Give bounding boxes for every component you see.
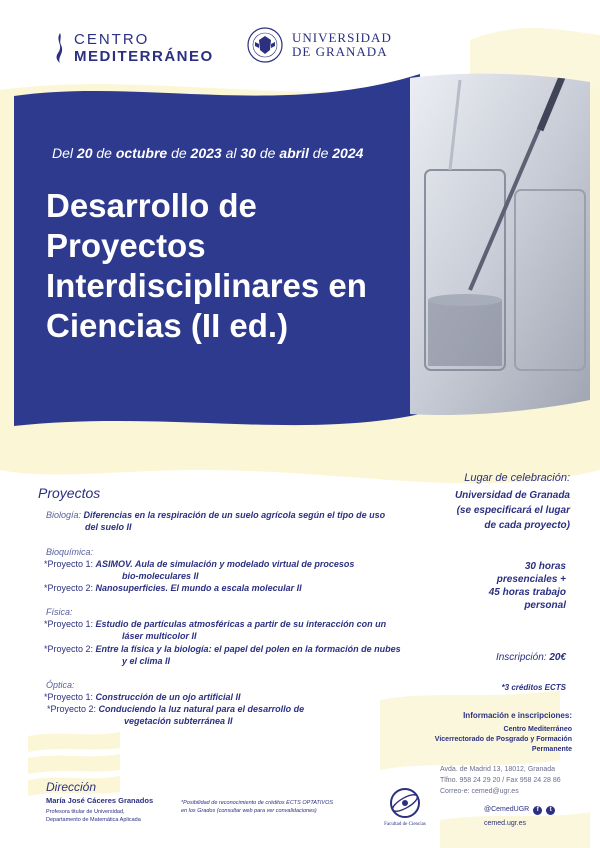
proyectos-heading: Proyectos (38, 485, 101, 501)
twitter-icon[interactable]: t (546, 806, 555, 815)
centro-line1: CENTRO (74, 31, 150, 48)
ugr-line1: UNIVERSIDAD (292, 30, 392, 46)
address: Avda. de Madrid 13, 18012, Granada (440, 766, 556, 773)
fis-p1-line2: láser multicolor II (122, 631, 197, 641)
opt-p1-line1: *Proyecto 1: Construcción de un ojo artificial II (44, 692, 241, 702)
bioq-p2-line1: *Proyecto 2: Nanosuperficies. El mundo a escala molecular II (44, 583, 302, 593)
fis-p1-line1: *Proyecto 1: Estudio de partículas atmosféricas a partir de su interacción con un (44, 619, 387, 629)
page-title: Desarrollo de Proyectos Interdisciplinares en Ciencias (II ed.) (46, 187, 367, 344)
phone-fax: Tlfno. 958 24 29 20 / Fax 958 24 28 86 (440, 777, 561, 784)
email[interactable]: Correo-e: cemed@ugr.es (440, 788, 519, 795)
facebook-icon[interactable]: f (533, 806, 542, 815)
university-seal-icon (246, 26, 284, 64)
ects-note: *Posibilidad de reconocimiento de créditos ECTS OPTATIVOS en los Grados (consultar web para ver convalidaciones) (181, 800, 334, 814)
facultad-ciencias-logo (381, 786, 429, 827)
fisica-label: Física: (46, 607, 73, 617)
social-block (484, 803, 555, 831)
info-lines: Centro Mediterráneo Vicerrectorado de Posgrado y Formación Permanente (434, 726, 572, 753)
biologia-line1: Biología: Diferencias en la respiración de un suelo agrícola según el tipo de uso (46, 510, 386, 520)
bioq-p1-line2: bio-moleculares II (122, 571, 199, 581)
centro-mediterraneo-logo (52, 28, 214, 68)
ugr-logo (246, 26, 392, 64)
info-title: Información e inscripciones: (463, 711, 572, 720)
social-handle[interactable]: @CemedUGR (484, 806, 530, 813)
date-range: Del 20 de octubre de 2023 al 30 de abril de 2024 (52, 145, 364, 161)
opt-p2-line1: *Proyecto 2: Conduciendo la luz natural para el desarrollo de (47, 704, 305, 714)
facultad-name: Facultad de Ciencias (384, 822, 426, 827)
optica-label: Óptica: (46, 680, 75, 690)
inscripcion-price: Inscripción: 20€ (495, 652, 566, 663)
bioq-p1-line1: *Proyecto 1: ASIMOV. Aula de simulación y modelado virtual de procesos (44, 559, 355, 569)
horas-info: 30 horas presenciales + 45 horas trabajo personal (488, 561, 566, 611)
lugar-label: Lugar de celebración: (464, 472, 570, 484)
lugar-value: Universidad de Granada (se especificará el lugar de cada proyecto) (454, 490, 570, 531)
director-role: Profesora titular de Universidad, Departamento de Matemática Aplicada (46, 809, 141, 823)
facultad-emblem-icon (388, 786, 422, 820)
lab-photo (400, 70, 600, 430)
contact-block (440, 764, 561, 797)
director-name: María José Cáceres Granados (46, 796, 154, 805)
website-link[interactable]: cemed.ugr.es (484, 820, 527, 827)
flame-icon (52, 31, 68, 65)
bioquimica-label: Bioquímica: (46, 547, 94, 557)
fis-p2-line2: y el clima II (122, 656, 171, 666)
centro-line2: MEDITERRÁNEO (74, 48, 214, 65)
ugr-line2: DE GRANADA (292, 44, 388, 59)
opt-p2-line2: vegetación subterránea II (124, 716, 233, 726)
direccion-heading: Dirección (46, 780, 97, 794)
fis-p2-line1: *Proyecto 2: Entre la física y la biología: el papel del polen en la formación de nubes (44, 644, 401, 654)
creditos-ects: *3 créditos ECTS (501, 683, 566, 692)
biologia-line2: del suelo II (85, 522, 132, 532)
